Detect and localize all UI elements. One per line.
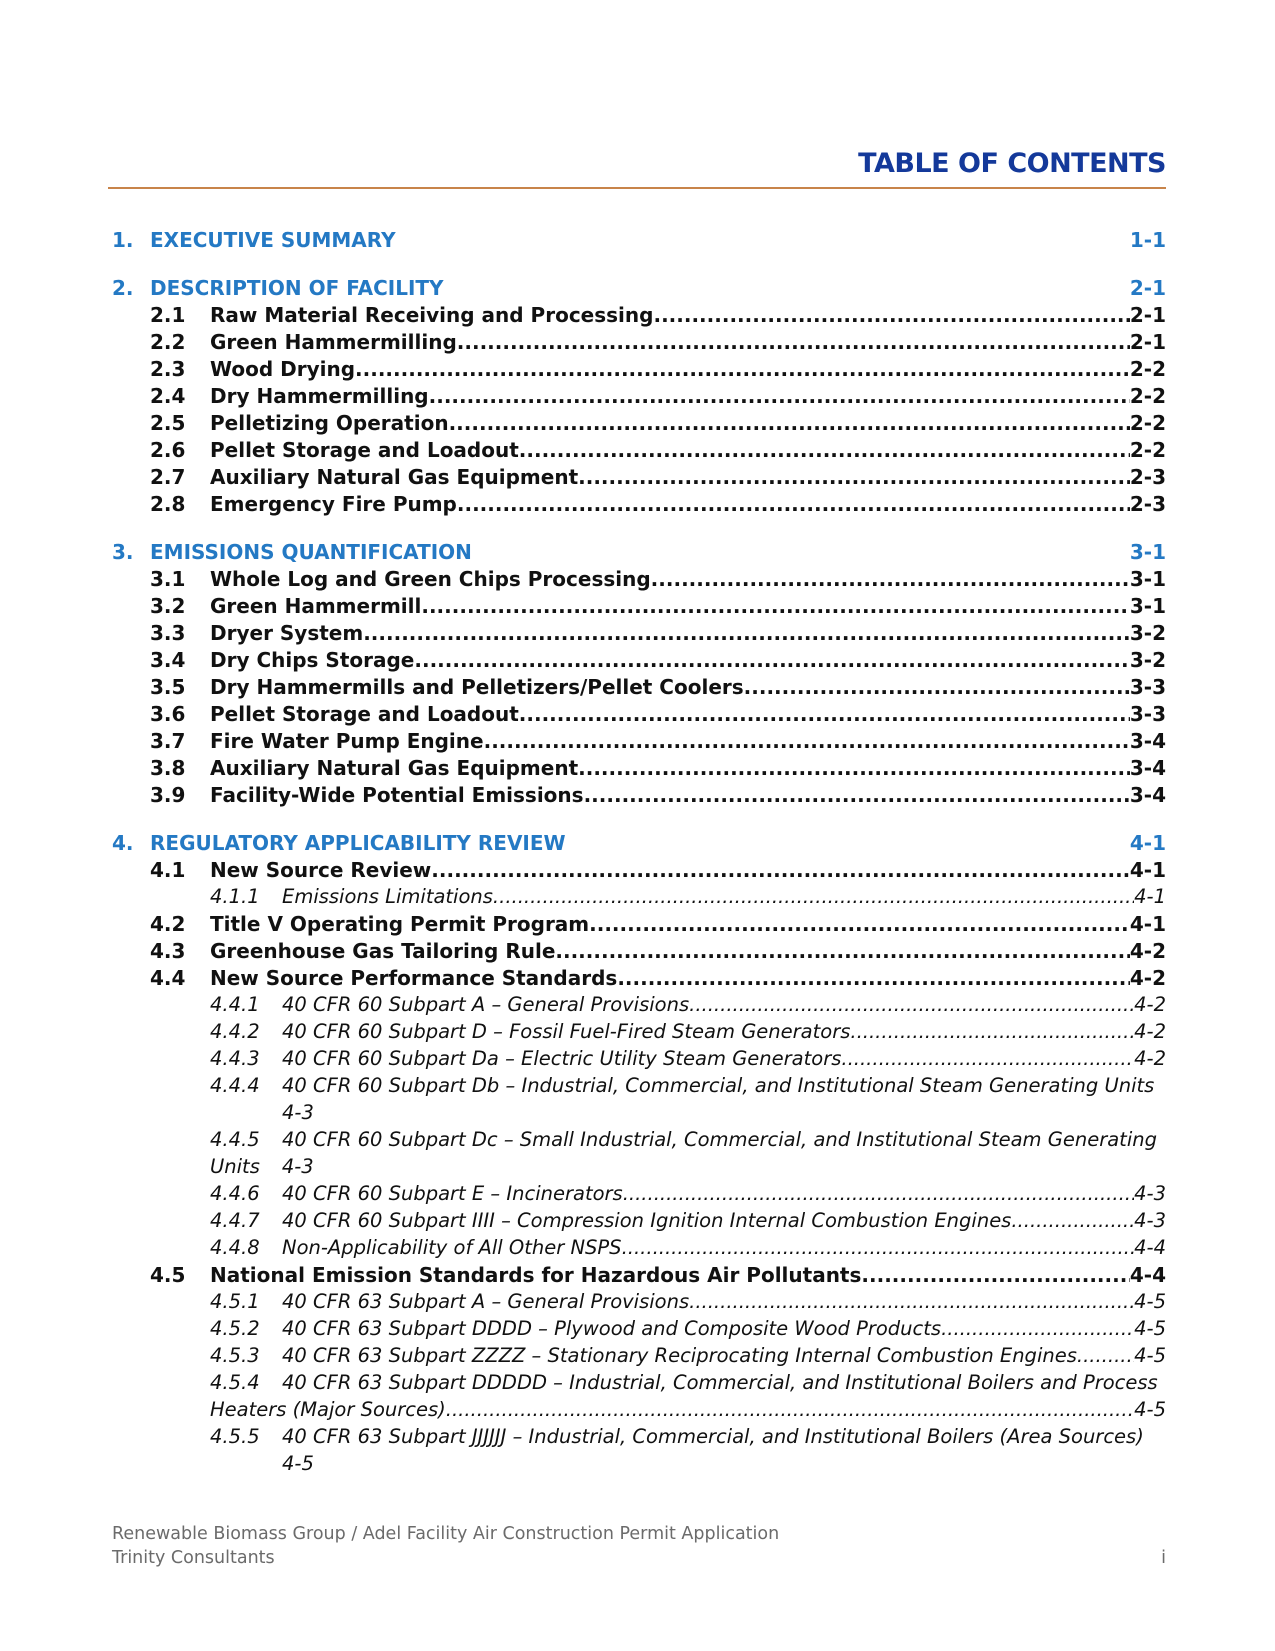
entry-title: 40 CFR 60 Subpart E – Incinerators: [282, 1182, 623, 1205]
entry-number: 3.8: [150, 756, 186, 780]
entry-number: 4.5.4: [210, 1371, 260, 1394]
entry-number: 2.2: [150, 330, 186, 354]
entry-number: 3.2: [150, 594, 186, 618]
toc-subentry[interactable]: [112, 702, 1166, 729]
toc-subentry[interactable]: [112, 1263, 1166, 1290]
dot-leader: [421, 594, 1130, 618]
entry-page: 2-2: [1129, 438, 1166, 462]
entry-number: 4.4.6: [210, 1182, 260, 1205]
entry-page: 2-2: [1129, 384, 1166, 408]
entry-title: Pellet Storage and Loadout: [210, 702, 519, 726]
entry-title: Facility-Wide Potential Emissions: [210, 783, 584, 807]
toc-subsubentry[interactable]: [112, 1128, 1166, 1155]
dot-leader: [446, 1398, 1134, 1421]
entry-page: 2-1: [1129, 303, 1166, 327]
toc-subsubentry[interactable]: [112, 993, 1166, 1020]
toc-subentry[interactable]: [112, 966, 1166, 993]
toc-subentry[interactable]: [112, 411, 1166, 438]
toc-subsubentry[interactable]: [112, 1371, 1166, 1398]
toc-subentry[interactable]: [112, 303, 1166, 330]
toc-subsubentry[interactable]: [112, 1236, 1166, 1263]
entry-page: 4-2: [1134, 1020, 1166, 1043]
toc-subentry[interactable]: [112, 621, 1166, 648]
entry-title: 40 CFR 60 Subpart A – General Provisions: [282, 993, 690, 1016]
entry-number: 4.4.7: [210, 1209, 260, 1232]
entry-title: 40 CFR 63 Subpart A – General Provisions: [282, 1290, 690, 1313]
entry-page: 4-3: [282, 1101, 314, 1124]
entry-number: 4.4.1: [210, 993, 260, 1016]
entry-page: 3-3: [1129, 675, 1166, 699]
section-page: 4-1: [1129, 831, 1166, 855]
dot-leader: [578, 465, 1130, 489]
entry-page: 4-3: [1134, 1209, 1166, 1232]
section-number: 3.: [112, 540, 134, 564]
entry-number: 2.7: [150, 465, 186, 489]
entry-title-continued: Heaters (Major Sources): [210, 1398, 446, 1421]
entry-page: 2-3: [1129, 492, 1166, 516]
entry-number: 4.2: [150, 912, 186, 936]
entry-title: 40 CFR 60 Subpart IIII – Compression Ignition Internal Combustion Engines: [282, 1209, 1012, 1232]
entry-page: 4-2: [1129, 966, 1166, 990]
section-title: REGULATORY APPLICABILITY REVIEW: [150, 831, 566, 855]
toc-subentry[interactable]: [112, 357, 1166, 384]
toc-subentry[interactable]: [112, 594, 1166, 621]
footer-company-row: [112, 1548, 1166, 1568]
dot-leader: [617, 966, 1130, 990]
entry-title: New Source Review: [210, 858, 432, 882]
toc-subsubentry-continuation[interactable]: [112, 1101, 1166, 1128]
entry-page: 4-3: [281, 1155, 314, 1178]
entry-title-continued: Units: [210, 1155, 260, 1178]
dot-leader: [689, 1290, 1134, 1313]
dot-leader: [355, 357, 1130, 381]
dot-leader: [493, 885, 1134, 908]
dot-leader: [578, 756, 1130, 780]
toc-subentry[interactable]: [112, 675, 1166, 702]
dot-leader: [651, 567, 1130, 591]
dot-leader: [689, 993, 1134, 1016]
entry-number: 4.5.2: [210, 1317, 260, 1340]
entry-title: National Emission Standards for Hazardous Air Pollutants: [210, 1263, 862, 1287]
entry-number: 4.4.2: [210, 1020, 260, 1043]
entry-page: 4-2: [1134, 993, 1166, 1016]
toc-subentry[interactable]: [112, 912, 1166, 939]
entry-number: 4.4: [150, 966, 186, 990]
entry-title: Fire Water Pump Engine: [210, 729, 484, 753]
dot-leader: [653, 303, 1129, 327]
section-number: 4.: [112, 831, 134, 855]
entry-number: 2.3: [150, 357, 186, 381]
entry-number: 4.4.4: [210, 1074, 260, 1097]
entry-page: 4-1: [1129, 858, 1166, 882]
dot-leader: [449, 411, 1130, 435]
entry-number: 2.1: [150, 303, 186, 327]
toc-subsubentry[interactable]: [112, 1425, 1166, 1452]
section-page: 3-1: [1129, 540, 1166, 564]
entry-page: 4-1: [1134, 885, 1166, 908]
entry-number: 3.7: [150, 729, 186, 753]
entry-title: 40 CFR 63 Subpart ZZZZ – Stationary Reciprocating Internal Combustion Engines: [282, 1344, 1077, 1367]
entry-title: Pellet Storage and Loadout: [210, 438, 519, 462]
dot-leader: [363, 621, 1130, 645]
dot-leader: [429, 384, 1130, 408]
entry-number: 3.9: [150, 783, 186, 807]
entry-page: 4-2: [1134, 1047, 1166, 1070]
toc-subentry[interactable]: [112, 384, 1166, 411]
toc-subsubentry[interactable]: [112, 885, 1166, 912]
entry-page: 4-5: [1134, 1290, 1166, 1313]
toc-subsubentry[interactable]: [112, 1047, 1166, 1074]
entry-number: 4.3: [150, 939, 186, 963]
entry-title: Emissions Limitations: [282, 885, 493, 908]
dot-leader: [841, 1047, 1134, 1070]
entry-page: 4-5: [282, 1452, 314, 1475]
section-page: 1-1: [1129, 228, 1166, 252]
toc-subentry[interactable]: [112, 567, 1166, 594]
toc-subentry[interactable]: [112, 438, 1166, 465]
dot-leader: [622, 1236, 1135, 1259]
entry-title: 40 CFR 63 Subpart DDDDD – Industrial, Commercial, and Institutional Boilers and Process: [282, 1371, 1158, 1394]
entry-title: Dry Hammermilling: [210, 384, 429, 408]
toc-section-heading[interactable]: [112, 831, 1166, 858]
entry-title: Dryer System: [210, 621, 364, 645]
toc-subentry[interactable]: [112, 858, 1166, 885]
entry-number: 3.6: [150, 702, 186, 726]
dot-leader: [484, 729, 1130, 753]
entry-title: Non-Applicability of All Other NSPS: [282, 1236, 622, 1259]
entry-page: 3-1: [1129, 567, 1166, 591]
entry-title: Raw Material Receiving and Processing: [210, 303, 654, 327]
entry-title: Dry Hammermills and Pelletizers/Pellet Coolers: [210, 675, 744, 699]
entry-page: 3-2: [1129, 621, 1166, 645]
entry-number: 4.1.1: [210, 885, 260, 908]
entry-page: 4-3: [1134, 1182, 1166, 1205]
entry-page: 3-4: [1129, 783, 1166, 807]
title-divider: [108, 187, 1166, 189]
dot-leader: [861, 1263, 1129, 1287]
entry-page: 3-1: [1129, 594, 1166, 618]
dot-leader: [431, 858, 1130, 882]
section-number: 2.: [112, 276, 134, 300]
entry-title: Title V Operating Permit Program: [210, 912, 590, 936]
entry-page: 4-5: [1134, 1317, 1166, 1340]
toc-subentry[interactable]: [112, 465, 1166, 492]
section-page: 2-1: [1129, 276, 1166, 300]
entry-number: 4.5.1: [210, 1290, 260, 1313]
entry-page: 4-4: [1134, 1236, 1166, 1259]
entry-number: 4.4.3: [210, 1047, 260, 1070]
dot-leader: [744, 675, 1130, 699]
dot-leader: [1077, 1344, 1134, 1367]
entry-title: Emergency Fire Pump: [210, 492, 457, 516]
entry-title: Whole Log and Green Chips Processing: [210, 567, 651, 591]
entry-page: 4-4: [1129, 1263, 1166, 1287]
entry-title: 40 CFR 60 Subpart Da – Electric Utility Steam Generators: [282, 1047, 842, 1070]
table-of-contents: [112, 228, 1166, 1479]
toc-subsubentry[interactable]: [112, 1317, 1166, 1344]
footer-document-title: Renewable Biomass Group / Adel Facility Air Construction Permit Application: [112, 1524, 780, 1544]
entry-page: 3-2: [1129, 648, 1166, 672]
entry-title: 40 CFR 63 Subpart JJJJJJ – Industrial, Commercial, and Institutional Boilers (Area Sources): [282, 1425, 1144, 1448]
dot-leader: [1011, 1209, 1134, 1232]
toc-section-heading[interactable]: [112, 228, 1166, 255]
dot-leader: [414, 648, 1129, 672]
toc-subsubentry-continuation[interactable]: [112, 1398, 1166, 1425]
dot-leader: [584, 783, 1130, 807]
entry-page: 2-3: [1129, 465, 1166, 489]
toc-subentry[interactable]: [112, 939, 1166, 966]
page-title: TABLE OF CONTENTS: [858, 148, 1166, 179]
toc-subsubentry[interactable]: [112, 1209, 1166, 1236]
entry-page: 4-2: [1129, 939, 1166, 963]
entry-number: 4.1: [150, 858, 186, 882]
entry-page: 2-2: [1129, 357, 1166, 381]
toc-subentry[interactable]: [112, 330, 1166, 357]
entry-number: 2.5: [150, 411, 186, 435]
entry-page: 4-1: [1129, 912, 1166, 936]
dot-leader: [519, 438, 1130, 462]
toc-subsubentry-continuation[interactable]: [112, 1155, 1166, 1182]
toc-section-heading[interactable]: [112, 540, 1166, 567]
toc-subsubentry-continuation[interactable]: [112, 1452, 1166, 1479]
dot-leader: [555, 939, 1129, 963]
entry-number: 2.8: [150, 492, 186, 516]
entry-title: 40 CFR 63 Subpart DDDD – Plywood and Composite Wood Products: [282, 1317, 942, 1340]
dot-leader: [519, 702, 1130, 726]
entry-number: 4.5.5: [210, 1425, 260, 1448]
dot-leader: [850, 1020, 1134, 1043]
entry-title: 40 CFR 60 Subpart Db – Industrial, Commercial, and Institutional Steam Generating Units: [282, 1074, 1155, 1097]
entry-page: 2-1: [1129, 330, 1166, 354]
toc-section-heading[interactable]: [112, 276, 1166, 303]
section-title: EXECUTIVE SUMMARY: [150, 228, 396, 252]
entry-page: 3-3: [1129, 702, 1166, 726]
toc-subentry[interactable]: [112, 648, 1166, 675]
dot-leader: [589, 912, 1130, 936]
entry-title: Auxiliary Natural Gas Equipment: [210, 756, 579, 780]
toc-subsubentry[interactable]: [112, 1020, 1166, 1047]
entry-title: Auxiliary Natural Gas Equipment: [210, 465, 579, 489]
dot-leader: [623, 1182, 1134, 1205]
section-number: 1.: [112, 228, 134, 252]
entry-title: Greenhouse Gas Tailoring Rule: [210, 939, 556, 963]
entry-title: 40 CFR 60 Subpart Dc – Small Industrial, Commercial, and Institutional Steam Generating: [282, 1128, 1157, 1151]
entry-number: 3.4: [150, 648, 186, 672]
toc-subentry[interactable]: [112, 729, 1166, 756]
dot-leader: [457, 330, 1130, 354]
entry-title: New Source Performance Standards: [210, 966, 618, 990]
entry-title: Green Hammermilling: [210, 330, 457, 354]
entry-number: 4.5.3: [210, 1344, 260, 1367]
toc-subsubentry[interactable]: [112, 1290, 1166, 1317]
entry-number: 3.1: [150, 567, 186, 591]
toc-subentry[interactable]: [112, 783, 1166, 810]
entry-page: 4-5: [1134, 1344, 1166, 1367]
toc-subentry[interactable]: [112, 492, 1166, 519]
entry-title: 40 CFR 60 Subpart D – Fossil Fuel-Fired Steam Generators: [282, 1020, 851, 1043]
entry-page: 2-2: [1129, 411, 1166, 435]
entry-title: Green Hammermill: [210, 594, 422, 618]
toc-subsubentry[interactable]: [112, 1344, 1166, 1371]
entry-number: 3.5: [150, 675, 186, 699]
entry-page: 4-5: [1134, 1398, 1166, 1421]
entry-number: 2.6: [150, 438, 186, 462]
entry-number: 3.3: [150, 621, 186, 645]
entry-page: 3-4: [1129, 756, 1166, 780]
entry-number: 4.5: [150, 1263, 186, 1287]
entry-title: Pelletizing Operation: [210, 411, 449, 435]
section-title: EMISSIONS QUANTIFICATION: [150, 540, 472, 564]
entry-title: Wood Drying: [210, 357, 356, 381]
footer-company: Trinity Consultants: [112, 1548, 275, 1568]
entry-number: 4.4.8: [210, 1236, 260, 1259]
entry-page: 3-4: [1129, 729, 1166, 753]
toc-subsubentry[interactable]: [112, 1074, 1166, 1101]
toc-subentry[interactable]: [112, 756, 1166, 783]
entry-number: 4.4.5: [210, 1128, 260, 1151]
dot-leader: [457, 492, 1130, 516]
dot-leader: [941, 1317, 1134, 1340]
entry-number: 2.4: [150, 384, 186, 408]
section-title: DESCRIPTION OF FACILITY: [150, 276, 444, 300]
entry-title: Dry Chips Storage: [210, 648, 415, 672]
footer-page-number: i: [1161, 1548, 1166, 1568]
toc-subsubentry[interactable]: [112, 1182, 1166, 1209]
